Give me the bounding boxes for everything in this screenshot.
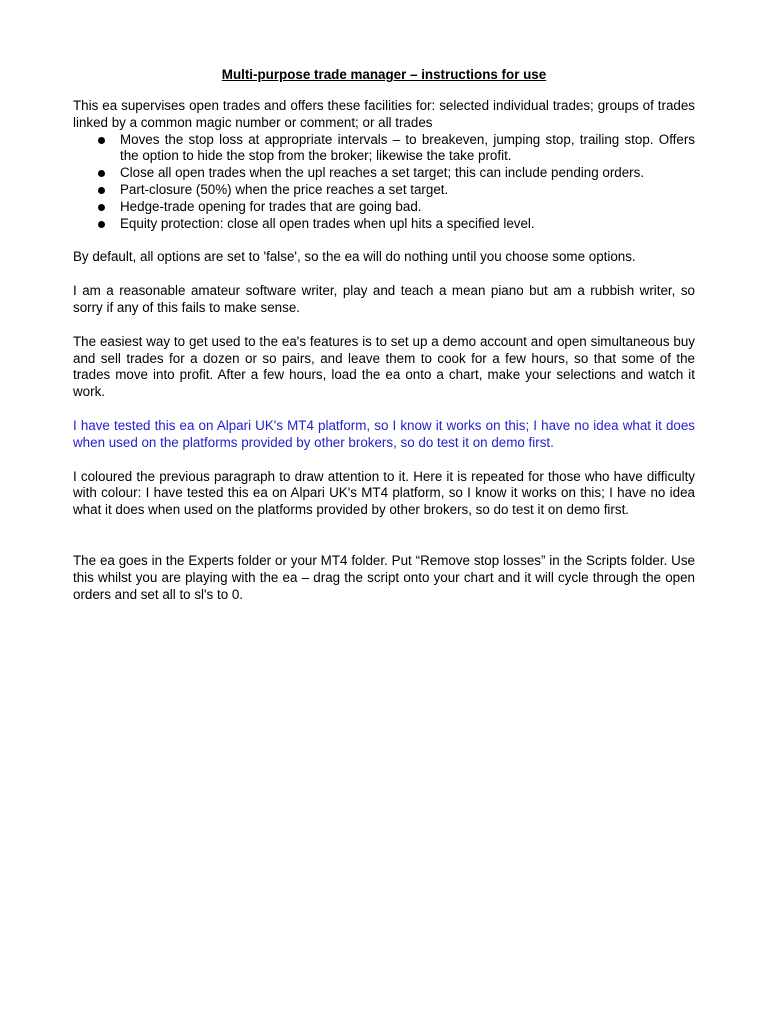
bullet-icon: [98, 187, 105, 194]
list-item: [73, 199, 695, 216]
colour-note-paragraph: I coloured the previous paragraph to draw attention to it. Here it is repeated for those who have difficulty with colour: I have tested this ea on Alpari UK's MT4 platform, so I know it works on this; I have no idea what it does when used on the platforms provided by other brokers, so do test it on demo first.: [73, 468, 695, 518]
list-item: [73, 216, 695, 233]
bullet-icon: [98, 137, 105, 144]
default-options-paragraph: By default, all options are set to 'false', so the ea will do nothing until you choose some options.: [73, 249, 636, 265]
list-item-text: Hedge-trade opening for trades that are going bad.: [120, 198, 422, 214]
document-title: Multi-purpose trade manager – instructions for use: [221, 67, 547, 82]
feature-list: [73, 132, 695, 233]
document-page: [73, 66, 695, 620]
list-item: [73, 182, 695, 199]
list-item-text: Moves the stop loss at appropriate intervals – to breakeven, jumping stop, trailing stop. Offers the option to hide the stop from the broker; likewise the take profit.: [120, 131, 695, 164]
intro-paragraph: This ea supervises open trades and offers these facilities for: selected individual trades; groups of trades linked by a common magic number or comment; or all trades: [73, 98, 695, 130]
getting-started-paragraph: The easiest way to get used to the ea's features is to set up a demo account and open simultaneous buy and sell trades for a dozen or so pairs, and leave them to cook for a few hours, so that some of the trades move into profit. After a few hours, load the ea onto a chart, make your selections and watch it work.: [73, 333, 695, 400]
list-item-text: Part-closure (50%) when the price reaches a set target.: [120, 181, 449, 197]
tested-note-paragraph: I have tested this ea on Alpari UK's MT4 platform, so I know it works on this; I have no idea what it does when used on the platforms provided by other brokers, so do test it on demo first.: [73, 417, 695, 450]
list-item: [73, 165, 695, 182]
bullet-icon: [98, 204, 105, 211]
list-item-text: Close all open trades when the upl reaches a set target; this can include pending orders.: [120, 165, 645, 181]
list-item-text: Equity protection: close all open trades when upl hits a specified level.: [120, 215, 535, 231]
bullet-icon: [98, 221, 105, 228]
install-note-paragraph: The ea goes in the Experts folder or your MT4 folder. Put “Remove stop losses” in the Scripts folder. Use this whilst you are playing with the ea – drag the script onto your chart and it will cycle through the open orders and set all to sl's to 0.: [73, 552, 695, 602]
list-item: [73, 132, 695, 166]
author-note-paragraph: I am a reasonable amateur software writer, play and teach a mean piano but am a rubbish writer, so sorry if any of this fails to make sense.: [73, 283, 695, 315]
bullet-icon: [98, 170, 105, 177]
